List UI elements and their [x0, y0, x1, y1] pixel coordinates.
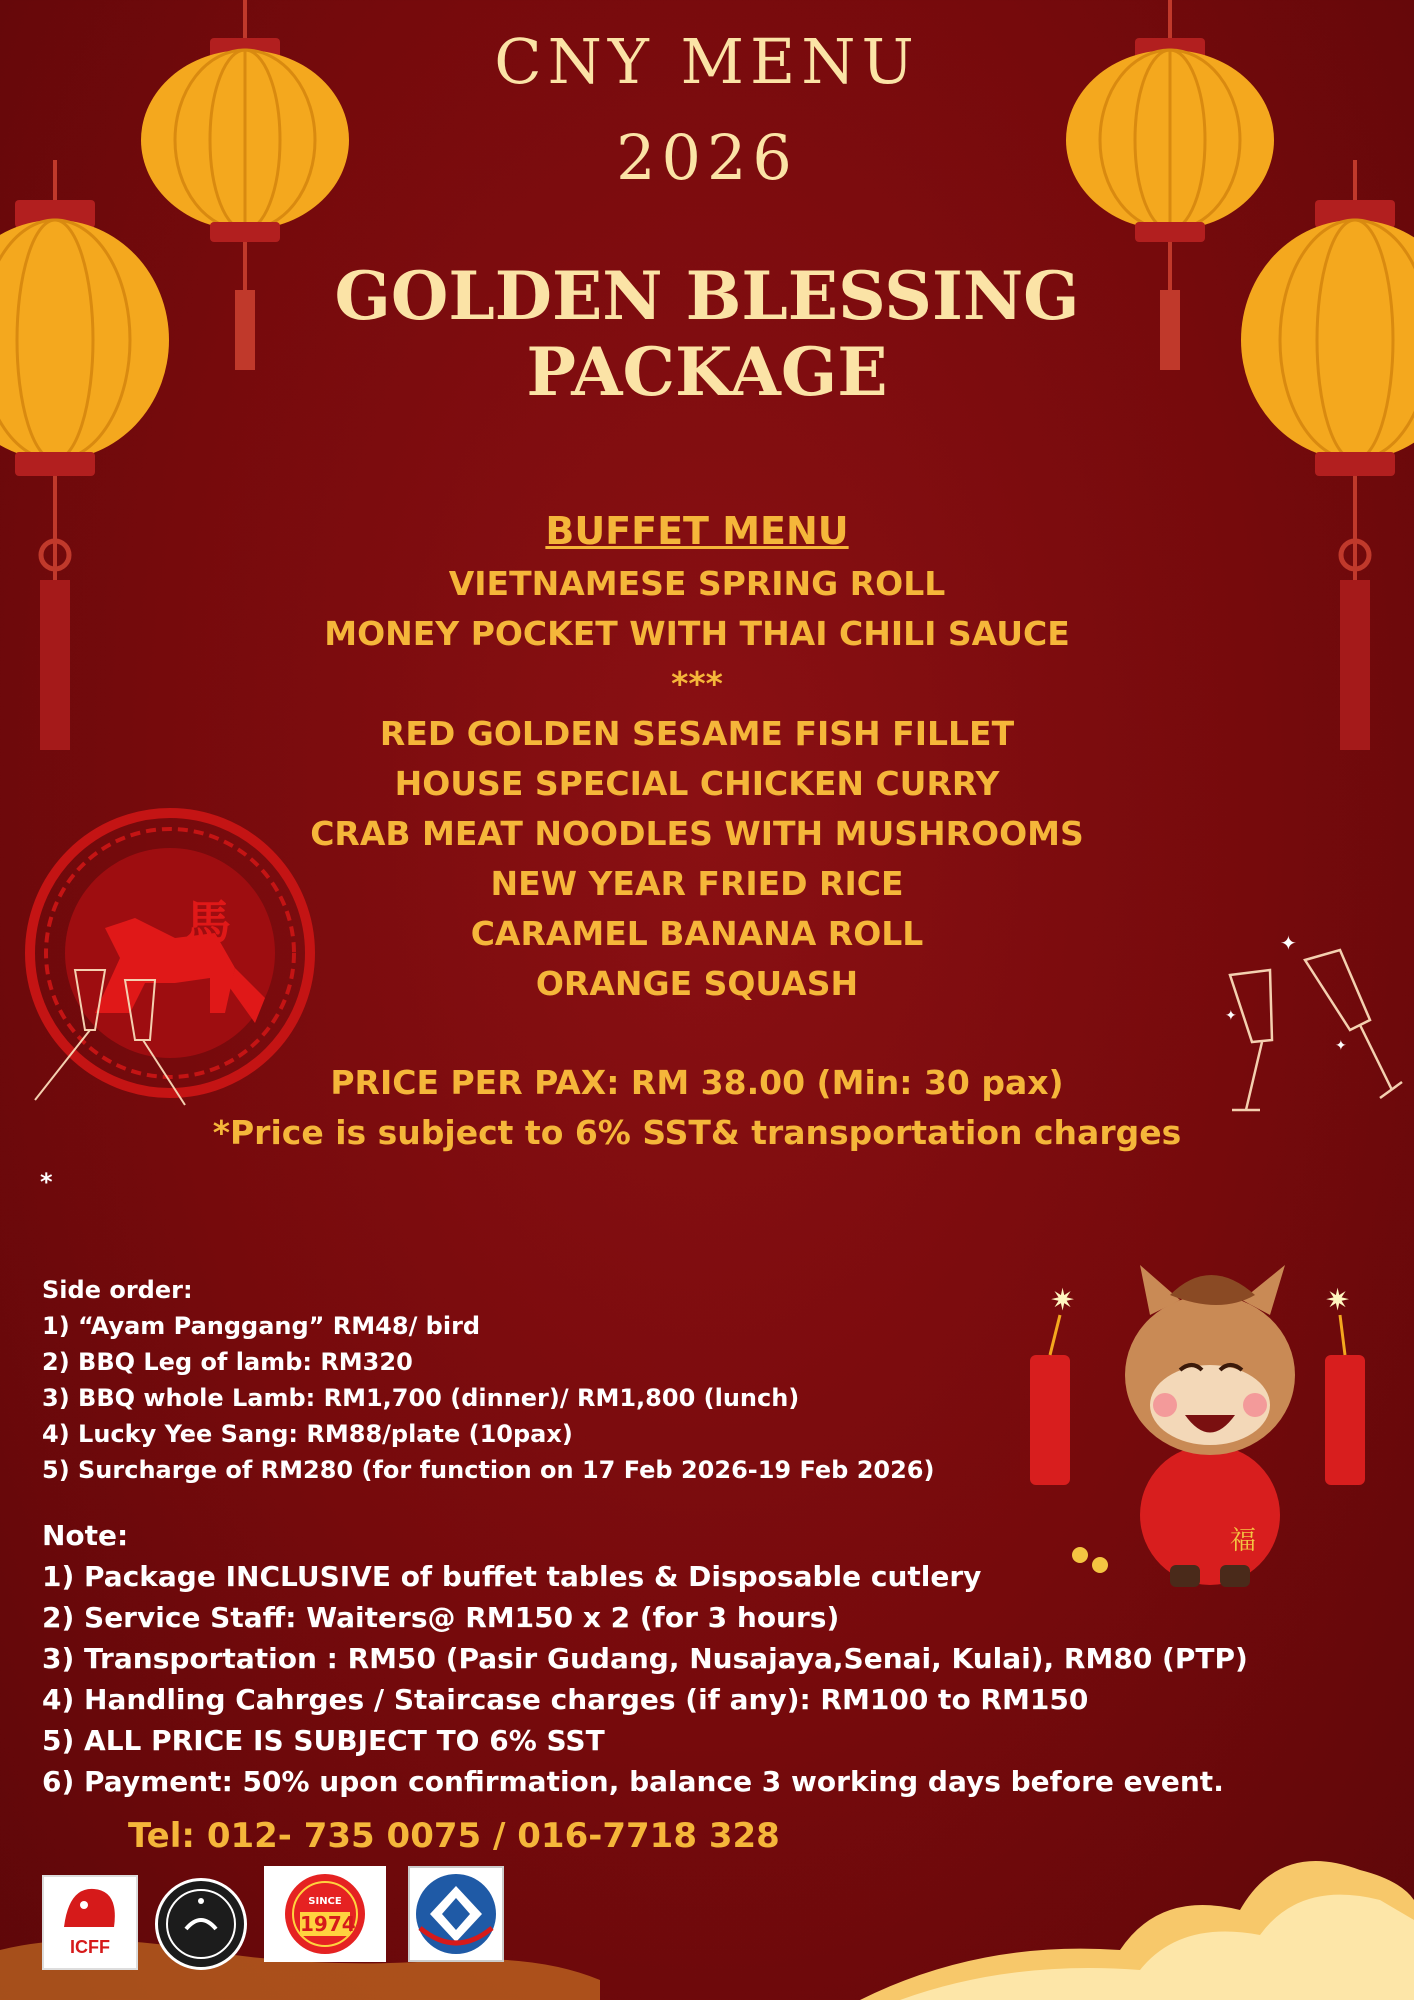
- svg-text:✷: ✷: [1325, 1283, 1351, 1318]
- harga-patut-logo: [408, 1866, 504, 1962]
- buffet-list: [0, 559, 1394, 1009]
- side-order-item: 1) “Ayam Panggang” RM48/ bird: [42, 1312, 481, 1340]
- cloud-icon: [860, 1800, 1414, 2000]
- clouds-decoration: [860, 1800, 1414, 2000]
- buffet-item: MONEY POCKET WITH THAI CHILI SAUCE: [324, 614, 1070, 653]
- buffet-heading: BUFFET MENU: [545, 509, 849, 553]
- price-note: *Price is subject to 6% SST& transportation charges: [212, 1113, 1182, 1152]
- notes-list: [42, 1556, 1372, 1802]
- medallion-char: 馬: [185, 895, 231, 949]
- since-1974-logo: [264, 1866, 386, 1962]
- halal-icon: [158, 1881, 244, 1967]
- side-order-item: 3) BBQ whole Lamb: RM1,700 (dinner)/ RM1,800 (lunch): [42, 1384, 800, 1412]
- note-item: 6) Payment: 50% upon confirmation, balance 3 working days before event.: [42, 1765, 1224, 1798]
- note-item: 2) Service Staff: Waiters@ RM150 x 2 (for 3 hours): [42, 1601, 840, 1634]
- note-item: 1) Package INCLUSIVE of buffet tables & Disposable cutlery: [42, 1560, 982, 1593]
- buffet-item: RED GOLDEN SESAME FISH FILLET: [379, 714, 1015, 753]
- halal-logo: [155, 1878, 247, 1970]
- svg-text:✷: ✷: [1050, 1283, 1076, 1318]
- icff-logo: [42, 1875, 138, 1970]
- menu-title: CNY MENU: [494, 25, 920, 98]
- side-order-heading: Side order:: [42, 1276, 193, 1304]
- buffet-item: VIETNAMESE SPRING ROLL: [448, 564, 946, 603]
- notes-section: [42, 1515, 1372, 1802]
- since-year: 1974: [300, 1912, 356, 1936]
- buffet-item: HOUSE SPECIAL CHICKEN CURRY: [394, 764, 1000, 803]
- side-order-list: [42, 1308, 1002, 1488]
- buffet-item: NEW YEAR FRIED RICE: [490, 864, 904, 903]
- harga-badge-icon: [410, 1868, 502, 1960]
- notes-heading: Note:: [42, 1519, 129, 1552]
- package-title: GOLDEN BLESSING PACKAGE: [334, 257, 1080, 411]
- note-item: 4) Handling Cahrges / Staircase charges (if any): RM100 to RM150: [42, 1683, 1089, 1716]
- contact-phone[interactable]: Tel: 012- 735 0075 / 016-7718 328: [128, 1816, 780, 1856]
- svg-text:✦: ✦: [1225, 1008, 1237, 1024]
- svg-text:✦: ✦: [1280, 931, 1297, 955]
- svg-text:✦: ✦: [1335, 1038, 1347, 1054]
- side-order-section: [42, 1272, 1002, 1488]
- side-order-item: 2) BBQ Leg of lamb: RM320: [42, 1348, 413, 1376]
- buffet-item: CRAB MEAT NOODLES WITH MUSHROOMS: [310, 814, 1084, 853]
- note-item: 3) Transportation : RM50 (Pasir Gudang, Nusajaya,Senai, Kulai), RM80 (PTP): [42, 1642, 1248, 1675]
- price-per-pax: PRICE PER PAX: RM 38.00 (Min: 30 pax): [330, 1063, 1064, 1102]
- buffet-item: ORANGE SQUASH: [535, 964, 859, 1003]
- menu-year: 2026: [616, 121, 798, 194]
- lion-icon: [44, 1877, 136, 1937]
- since-label: SINCE: [308, 1896, 342, 1907]
- asterisk-mark: *: [40, 1168, 53, 1196]
- buffet-separator: ***: [671, 664, 723, 703]
- side-order-item: 5) Surcharge of RM280 (for function on 17 Feb 2026-19 Feb 2026): [42, 1456, 935, 1484]
- note-item: 5) ALL PRICE IS SUBJECT TO 6% SST: [42, 1724, 605, 1757]
- icff-logo-text: ICFF: [70, 1937, 110, 1957]
- buffet-item: CARAMEL BANANA ROLL: [470, 914, 924, 953]
- side-order-item: 4) Lucky Yee Sang: RM88/plate (10pax): [42, 1420, 573, 1448]
- fu-char: 福: [1230, 1526, 1257, 1556]
